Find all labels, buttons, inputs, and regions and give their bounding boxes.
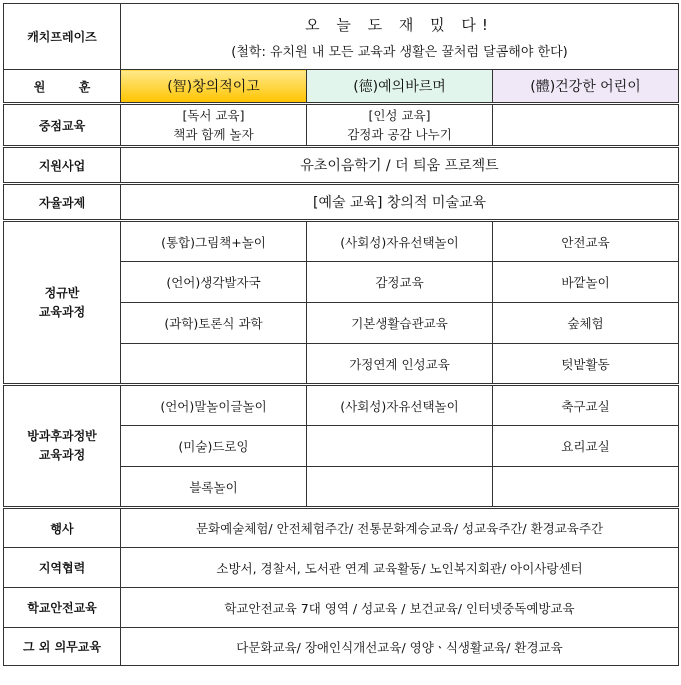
regular-cell: 텃밭활동 xyxy=(493,344,679,385)
regular-cell: 숲체험 xyxy=(493,303,679,344)
events-value: 문화예술체험/ 안전체험주간/ 전통문화계승교육/ 성교육주간/ 환경교육주간 xyxy=(121,508,679,548)
catchphrase-subtitle: (철학: 유치원 내 모든 교육과 생활은 꿀처럼 달콤해야 한다) xyxy=(231,44,568,60)
motto-item-wisdom: (智)창의적이고 xyxy=(121,70,307,104)
afterschool-cell xyxy=(307,426,493,467)
motto-item-virtue: (德)예의바르며 xyxy=(307,70,493,104)
catchphrase-cell xyxy=(121,4,679,70)
safety-label: 학교안전교육 xyxy=(4,588,121,628)
autonomy-row xyxy=(4,184,679,221)
other-row xyxy=(4,628,679,666)
events-row xyxy=(4,508,679,548)
autonomy-label: 자율과제 xyxy=(4,184,121,221)
support-row xyxy=(4,147,679,184)
other-label: 그 외 의무교육 xyxy=(4,628,121,666)
afterschool-cell: 축구교실 xyxy=(493,385,679,426)
safety-row xyxy=(4,588,679,628)
afterschool-cell: 블록놀이 xyxy=(121,467,307,508)
focus-item-reading xyxy=(121,104,307,147)
regular-cell: (언어)생각발자국 xyxy=(121,262,307,303)
afterschool-label-line1: 방과후과정반 xyxy=(27,429,97,443)
regular-row-1 xyxy=(4,221,679,262)
focus-reading-head: [독서 교육] xyxy=(182,108,245,123)
regular-label xyxy=(4,221,121,385)
regular-label-line1: 정규반 xyxy=(44,285,80,300)
afterschool-cell: (미술)드로잉 xyxy=(121,426,307,467)
safety-value: 학교안전교육 7대 영역 / 성교육 / 보건교육/ 인터넷중독예방교육 xyxy=(121,588,679,628)
regular-cell: 바깥놀이 xyxy=(493,262,679,303)
afterschool-cell: (언어)말놀이글놀이 xyxy=(121,385,307,426)
regular-cell xyxy=(121,344,307,385)
focus-item-character xyxy=(307,104,493,147)
motto-label: 원 훈 xyxy=(4,70,121,104)
afterschool-row-1 xyxy=(4,385,679,426)
focus-row xyxy=(4,104,679,147)
community-value: 소방서, 경찰서, 도서관 연계 교육활동/ 노인복지회관/ 아이사랑센터 xyxy=(121,548,679,588)
focus-character-head: [인성 교육] xyxy=(368,108,431,123)
autonomy-value: [예술 교육] 창의적 미술교육 xyxy=(121,184,679,221)
regular-cell: 안전교육 xyxy=(493,221,679,262)
community-label: 지역협력 xyxy=(4,548,121,588)
catchphrase-title: 오 늘 도 재 밌 다! xyxy=(305,15,494,34)
afterschool-cell xyxy=(307,467,493,508)
catchphrase-label: 캐치프레이즈 xyxy=(4,4,121,70)
afterschool-cell: (사회성)자유선택놀이 xyxy=(307,385,493,426)
support-value: 유초이음학기 / 더 틔움 프로젝트 xyxy=(121,147,679,184)
afterschool-label xyxy=(4,385,121,508)
regular-cell: (통합)그림책+놀이 xyxy=(121,221,307,262)
regular-cell: 감정교육 xyxy=(307,262,493,303)
other-value: 다문화교육/ 장애인식개선교육/ 영양ㆍ식생활교육/ 환경교육 xyxy=(121,628,679,666)
community-row xyxy=(4,548,679,588)
focus-label: 중점교육 xyxy=(4,104,121,147)
motto-row xyxy=(4,70,679,104)
support-label: 지원사업 xyxy=(4,147,121,184)
focus-empty-cell xyxy=(493,104,679,147)
afterschool-cell xyxy=(493,467,679,508)
events-label: 행사 xyxy=(4,508,121,548)
regular-label-line2: 교육과정 xyxy=(38,304,86,319)
catchphrase-row xyxy=(4,4,679,70)
motto-item-body: (體)건강한 어린이 xyxy=(493,70,679,104)
focus-reading-sub: 책과 함께 놀자 xyxy=(173,127,254,142)
focus-character-sub: 감정과 공감 나누기 xyxy=(347,127,452,142)
regular-cell: 기본생활습관교육 xyxy=(307,303,493,344)
afterschool-label-line2: 교육과정 xyxy=(38,448,86,462)
regular-cell: (과학)토론식 과학 xyxy=(121,303,307,344)
regular-cell: 가정연계 인성교육 xyxy=(307,344,493,385)
afterschool-cell: 요리교실 xyxy=(493,426,679,467)
curriculum-table xyxy=(3,3,679,666)
regular-cell: (사회성)자유선택놀이 xyxy=(307,221,493,262)
